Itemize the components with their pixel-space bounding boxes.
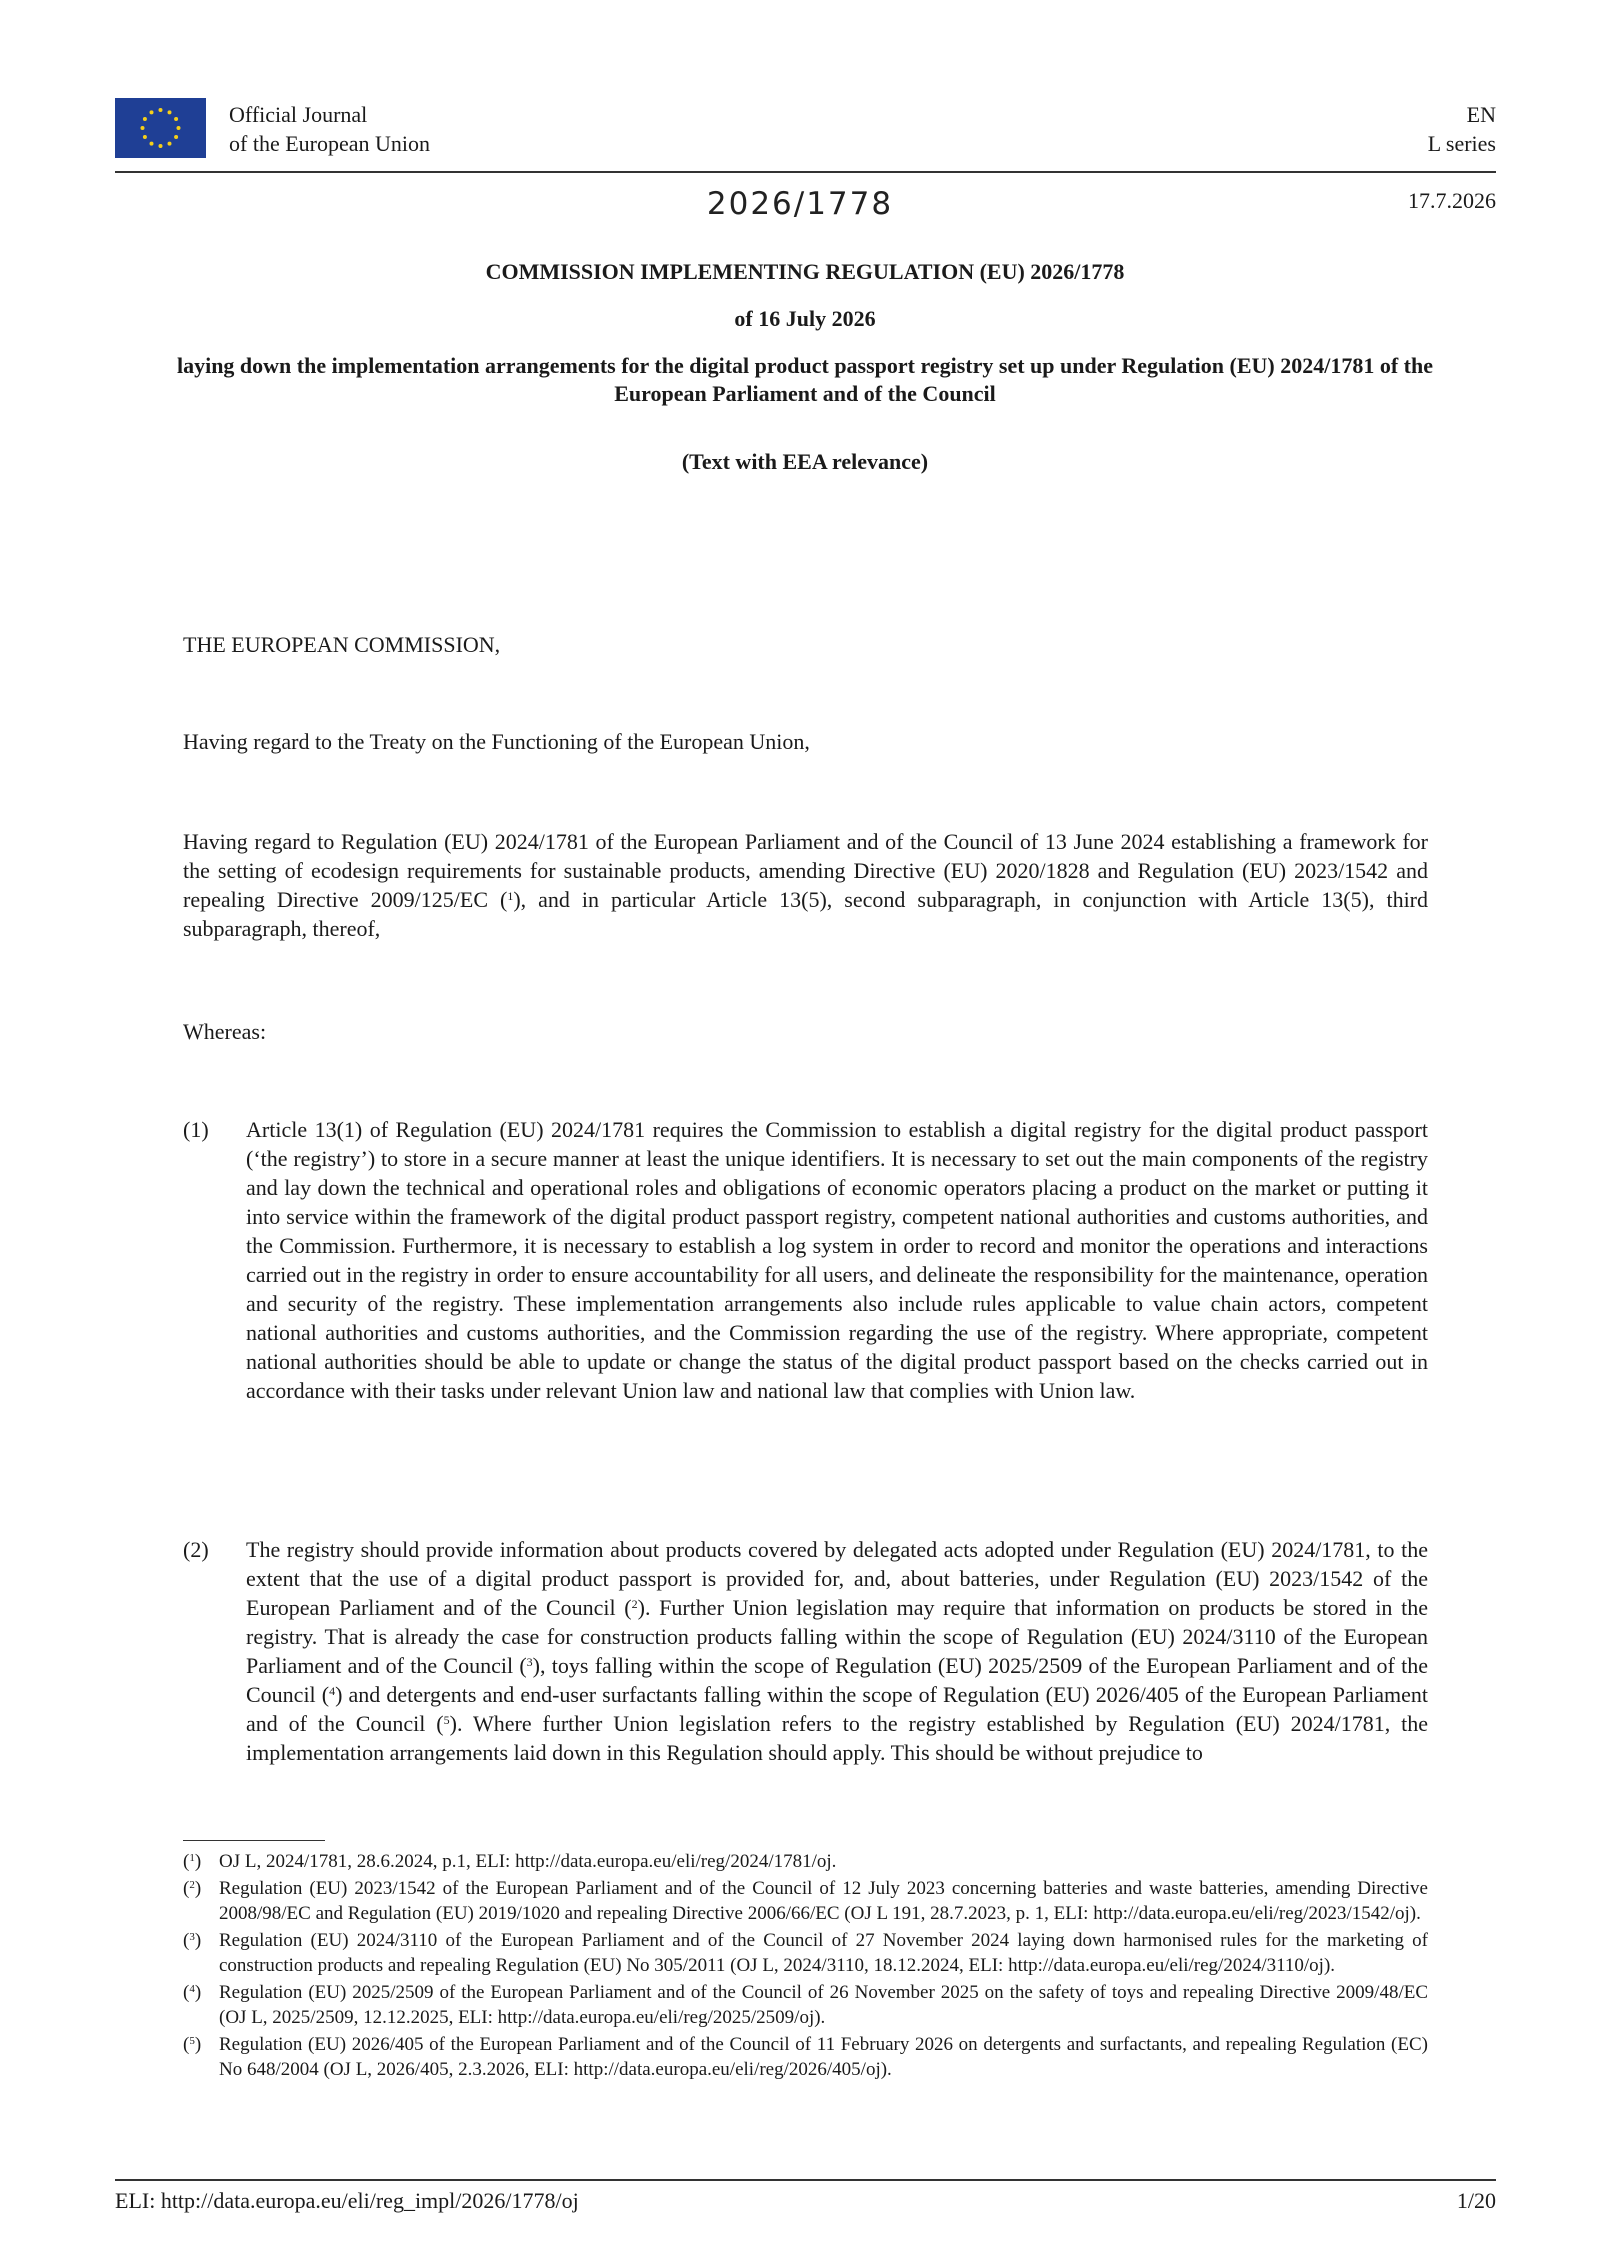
citation-regulation-text-a: Having regard to Regulation (EU) 2024/1781 of the European Parliament and of the Council of 13 June 2024 establishing a framework for the setting of ecodesign requirements for sustainable products, amending Directive (EU) 2020/1828 and Regulation (EU) 2023/1542 and repealing Directive 2009/125/EC ( [183,829,1428,912]
footnote-item [183,1980,1428,2030]
citation-regulation [183,827,1428,943]
regulation-title: COMMISSION IMPLEMENTING REGULATION (EU) 2026/1778 [485,259,1125,284]
recital-1 [183,1115,1428,1405]
footnote-item [183,1928,1428,1978]
footnote-text: Regulation (EU) 2023/1542 of the European Parliament and of the Council of 12 July 2023 concerning batteries and waste batteries, amending Directive 2008/98/EC and Regulation (EU) 2019/1020 and repealing Directive 2006/66/EC (OJ L 191, 28.7.2023, p. 1, ELI: http://data.europa.eu/eli/reg/2023/1542/oj). [219,1878,1428,1924]
eu-flag-icon [115,98,206,158]
commission-heading: THE EUROPEAN COMMISSION, [183,632,501,657]
footnote-ref-2[interactable]: 2 [631,1597,638,1611]
recital-text-e: ). Where further Union legislation refers to the registry established by Regulation (EU) 2024/1781, the implementation arrangements laid down in this Regulation should apply. This should be without prejudice to [246,1711,1428,1765]
footnote-number: ($^3$) [183,1930,202,1951]
footnote-text: Regulation (EU) 2024/3110 of the European Parliament and of the Council of 27 November 2024 laying down harmonised rules for the marketing of construction products and repealing Regulation (EU) No 305/2011 (OJ L, 2024/3110, 18.12.2024, ELI: http://data.europa.eu/eli/reg/2024/3110/oj). [219,1930,1428,1976]
recital-number: (1) [183,1117,209,1142]
footnote-divider [183,1840,325,1841]
recital-text [246,1535,1428,1767]
eli-link[interactable]: ELI: http://data.europa.eu/eli/reg_impl/2026/1778/oj [115,2188,579,2213]
eu-flag-stars [115,98,206,158]
footnote-text: Regulation (EU) 2026/405 of the European Parliament and of the Council of 11 February 2026 on detergents and surfactants, and repealing Regulation (EC) No 648/2004 (OJ L, 2026/405, 2.3.2026, ELI: http://data.europa.eu/eli/reg/2026/405/oj). [219,2034,1428,2080]
footnote-ref-5[interactable]: 5 [443,1713,450,1727]
footnote-text: Regulation (EU) 2025/2509 of the European Parliament and of the Council of 26 November 2025 on the safety of toys and repealing Directive 2009/48/EC (OJ L, 2025/2509, 12.12.2025, ELI: http://data.europa.eu/eli/reg/2025/2509/oj). [219,1982,1428,2028]
regulation-subject-text: laying down the implementation arrangements for the digital product passport registry set up under Regulation (EU) 2024/1781 of the European Parliament and of the Council [176,353,1434,406]
footnote-number: ($^4$) [183,1982,202,2003]
citation-treaty: Having regard to the Treaty on the Functioning of the European Union, [183,729,810,754]
recital-text: Article 13(1) of Regulation (EU) 2024/1781 requires the Commission to establish a digital registry for the digital product passport (‘the registry’) to store in a secure manner at least the unique identifiers. It is necessary to set out the main components of the registry and lay down the technical and operational roles and obligations of economic operators placing a product on the market or putting it into service within the framework of the digital product passport registry, competent national authorities and customs authorities, and the Commission. Furthermore, it is necessary to establish a log system in order to record and monitor the operations and interactions carried out in the registry in order to ensure accountability for all users, and delineate the responsibility for the maintenance, operation and security of the registry. These implementation arrangements also include rules applicable to value chain actors, competent national authorities and customs authorities, and the Commission regarding the use of the registry. Where appropriate, competent national authorities should be able to update or change the status of the digital product passport based on the checks carried out in accordance with their tasks under relevant Union law and national law that complies with Union law. [246,1117,1428,1403]
language-series [1428,100,1496,158]
footnotes [183,1849,1428,2084]
recital-2 [183,1535,1428,1767]
footnote-number: ($^2$) [183,1878,202,1899]
publication-date: 17.7.2026 [1408,188,1496,213]
footer-divider [115,2179,1496,2181]
footnote-item [183,2032,1428,2082]
journal-name [229,100,430,158]
recital-text-a: The registry should provide information about products covered by delegated acts adopted under Regulation (EU) 2024/1781, to the extent that the use of a digital product passport is provided for, and, about batteries, under Regulation (EU) 2023/1542 of the European Parliament and of the Council ( [246,1537,1428,1620]
footnote-number: ($^5$) [183,2034,202,2055]
footnote-ref-3[interactable]: 3 [526,1655,533,1669]
journal-line-2: of the European Union [229,131,430,156]
page-number: 1/20 [1456,2188,1496,2213]
recital-number: (2) [183,1537,209,1562]
eea-relevance: (Text with EEA relevance) [681,449,929,474]
recital-text-c: ), toys falling within the scope of Regulation (EU) 2025/2509 of the European Parliament and of the Council ( [246,1653,1428,1707]
citation-regulation-text-b: ), and in particular Article 13(5), second subparagraph, in conjunction with Article 13(5), third subparagraph, thereof, [183,887,1429,941]
recital-text-b: ). Further Union legislation may require that information on products be stored in the registry. That is already the case for construction products falling within the scope of Regulation (EU) 2024/3110 of the European Parliament and of the Council ( [246,1595,1428,1678]
series-label: L series [1427,131,1496,156]
footnote-item [183,1849,1428,1874]
regulation-subject [160,352,1450,408]
language-code: EN [1466,102,1496,127]
header-divider [115,171,1496,173]
footnote-item [183,1876,1428,1926]
footnote-ref-1[interactable]: 1 [507,889,514,903]
regulation-number: 2026/1778 [706,186,894,222]
recital-text-d: ) and detergents and end-user surfactants falling within the scope of Regulation (EU) 2026/405 of the European Parliament and of the Council ( [246,1682,1428,1736]
footnote-ref-4[interactable]: 4 [329,1684,336,1698]
whereas-heading: Whereas: [183,1019,267,1044]
regulation-date-line: of 16 July 2026 [734,306,876,331]
journal-line-1: Official Journal [229,102,368,127]
footnote-text: OJ L, 2024/1781, 28.6.2024, p.1, ELI: http://data.europa.eu/eli/reg/2024/1781/oj. [219,1851,837,1872]
footnote-number: ($^1$) [183,1851,202,1872]
